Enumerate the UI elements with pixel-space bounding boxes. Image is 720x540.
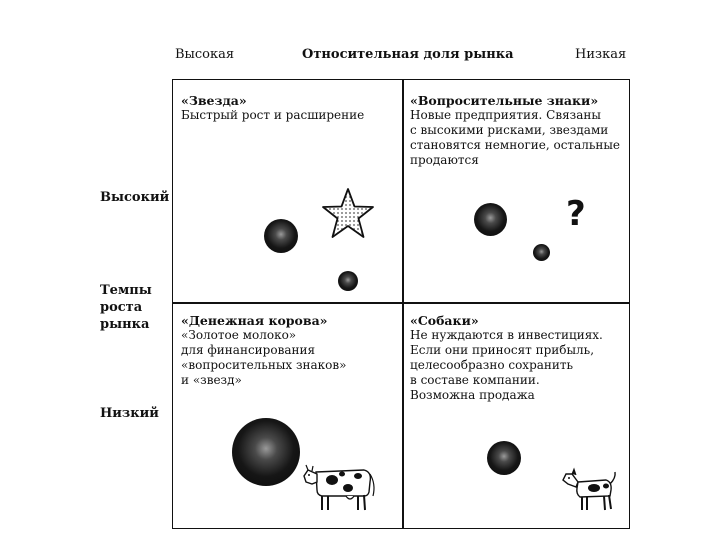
relative-market-share-title: Относительная доля рынка xyxy=(302,47,514,62)
matrix-vertical-divider xyxy=(402,79,404,529)
cash-cows-business-ball xyxy=(232,418,300,486)
dogs-business-ball xyxy=(487,441,521,475)
dogs-line-3: целесообразно сохранить xyxy=(410,358,574,372)
matrix-horizontal-divider xyxy=(172,302,630,304)
question-marks-line-1: Новые предприятия. Связаны xyxy=(410,108,601,122)
stars-title: «Звезда» xyxy=(181,93,247,108)
dogs-line-1: Не нуждаются в инвестициях. xyxy=(410,328,603,342)
cash-cows-title: «Денежная корова» xyxy=(181,313,328,328)
cash-cows-quadrant-text xyxy=(181,313,347,388)
stars-description: Быстрый рост и расширение xyxy=(181,108,365,122)
question-marks-line-2: с высокими рисками, звездами xyxy=(410,123,609,137)
relative-share-high-label: Высокая xyxy=(175,47,235,62)
star-icon xyxy=(320,187,376,241)
growth-axis-title-line-1: Темпы xyxy=(100,283,152,298)
question-mark-icon: ? xyxy=(566,194,586,234)
dogs-line-4: в составе компании. xyxy=(410,373,540,387)
question-marks-line-3: становятся немногие, остальные xyxy=(410,138,621,152)
question-marks-quadrant-text xyxy=(410,93,620,168)
dogs-line-2: Если они приносят прибыль, xyxy=(410,343,595,357)
dog-icon xyxy=(560,466,620,514)
dogs-line-5: Возможна продажа xyxy=(410,388,535,402)
question-marks-title: «Вопросительные знаки» xyxy=(410,93,599,108)
growth-axis-title-line-2: роста xyxy=(100,300,143,315)
relative-share-low-label: Низкая xyxy=(575,47,627,62)
cow-icon xyxy=(302,460,378,514)
stars-quadrant-text xyxy=(181,93,364,123)
dogs-title: «Собаки» xyxy=(410,313,479,328)
cash-cows-line-4: и «звезд» xyxy=(181,373,242,387)
growth-axis-title xyxy=(100,282,152,333)
question-marks-small-ball xyxy=(533,244,550,261)
growth-low-label: Низкий xyxy=(100,406,159,421)
growth-axis-title-line-3: рынка xyxy=(100,317,150,332)
cash-cows-line-3: «вопросительных знаков» xyxy=(181,358,347,372)
stars-business-ball xyxy=(264,219,298,253)
question-marks-business-ball xyxy=(474,203,507,236)
dogs-quadrant-text xyxy=(410,313,603,403)
question-marks-line-4: продаются xyxy=(410,153,479,167)
stars-small-ball xyxy=(338,271,358,291)
cash-cows-line-1: «Золотое молоко» xyxy=(181,328,297,342)
cash-cows-line-2: для финансирования xyxy=(181,343,316,357)
growth-high-label: Высокий xyxy=(100,190,170,205)
